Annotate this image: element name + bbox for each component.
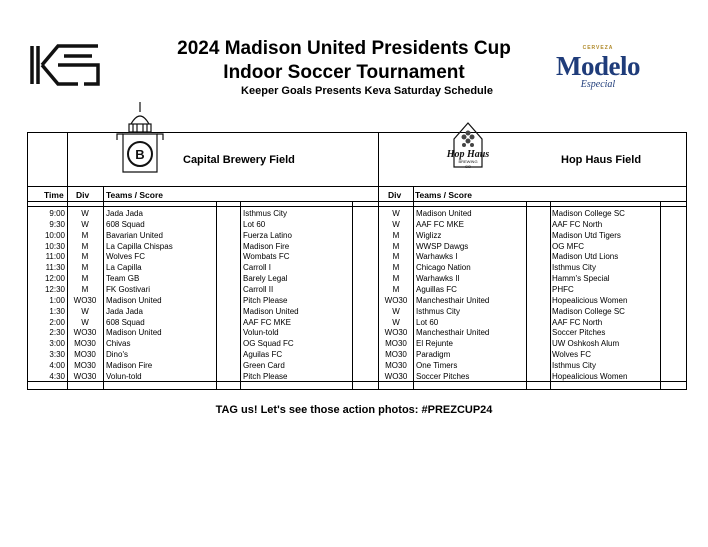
row-team-a-left: Dino's: [106, 350, 128, 360]
row-time: 9:00: [49, 209, 65, 218]
row-team-a-left: Wolves FC: [106, 252, 145, 262]
row-time: 9:30: [49, 219, 65, 229]
row-time: 12:00: [44, 274, 65, 284]
row-div-right: WO30: [384, 371, 408, 381]
row-team-b-right: Isthmus City: [552, 360, 597, 370]
hop-haus-icon: [438, 117, 498, 175]
row-div-left: MO30: [74, 339, 96, 349]
row-team-b-right: OG MFC: [552, 241, 584, 251]
row-div-left: WO30: [73, 295, 97, 305]
grid-line: [27, 201, 687, 202]
row-time: 3:30: [49, 350, 65, 360]
row-div-right: W: [392, 306, 400, 316]
row-team-a-right: Manchesthair United: [416, 328, 490, 338]
grid-line: [526, 201, 527, 389]
row-team-b-left: Carroll I: [243, 263, 272, 273]
subtitle: Keeper Goals Presents Keva Saturday Schedule: [241, 85, 493, 97]
col-header-teams: Teams / Score: [106, 190, 164, 200]
row-team-a-left: FK Gostivari: [106, 284, 151, 294]
row-time: 11:30: [45, 263, 65, 273]
row-team-a-right: Wiglizz: [416, 230, 442, 240]
capitol-icon: [115, 100, 165, 180]
row-div-left: MO30: [74, 360, 96, 370]
row-team-b-left: Green Card: [243, 360, 285, 370]
row-team-b-right: Madison College SC: [552, 306, 625, 316]
row-div-left: M: [81, 263, 89, 273]
row-time: 2:00: [49, 317, 65, 327]
row-team-a-left: 608 Squad: [106, 317, 145, 327]
row-team-a-right: Lot 60: [416, 317, 439, 327]
row-div-right: MO30: [385, 339, 407, 349]
row-time: 1:00: [49, 295, 65, 305]
row-team-b-right: Isthmus City: [552, 263, 597, 273]
row-team-a-right: Soccer Pitches: [416, 371, 470, 381]
row-div-right: W: [392, 219, 400, 229]
row-team-b-right: Madison Utd Tigers: [552, 230, 621, 240]
row-team-b-right: Madison Utd Lions: [552, 252, 619, 262]
row-team-a-right: WWSP Dawgs: [416, 241, 469, 251]
row-team-a-left: 608 Squad: [106, 219, 145, 229]
row-team-a-right: Paradigm: [416, 350, 451, 360]
row-div-right: M: [392, 263, 400, 273]
grid-line: [550, 201, 551, 389]
row-team-b-right: PHFC: [552, 284, 574, 294]
row-team-a-left: Madison United: [106, 295, 162, 305]
row-team-b-left: Volun-told: [243, 328, 279, 338]
row-team-a-right: Manchesthair United: [416, 295, 490, 305]
row-div-left: M: [81, 230, 89, 240]
grid-line: [27, 186, 687, 187]
grid-line: [27, 206, 687, 207]
title-line-1: 2024 Madison United Presidents Cup: [177, 38, 511, 59]
row-div-right: WO30: [384, 328, 408, 338]
row-team-a-left: Volun-told: [106, 371, 142, 381]
row-team-a-left: Madison Fire: [106, 360, 153, 370]
row-time: 4:30: [49, 371, 65, 381]
row-team-b-right: Hopealicious Women: [552, 295, 628, 305]
row-div-right: MO30: [385, 350, 407, 360]
row-team-b-right: Madison College SC: [552, 209, 625, 218]
row-team-a-left: La Capilla: [106, 263, 142, 273]
row-team-b-left: Fuerza Latino: [243, 230, 292, 240]
grid-line: [240, 201, 241, 389]
modelo-top-text: CERVEZA: [582, 45, 614, 51]
row-team-b-left: Madison United: [243, 306, 299, 316]
grid-line: [27, 381, 687, 382]
kg-logo: [28, 42, 104, 88]
row-team-a-right: One Timers: [416, 360, 458, 370]
row-team-b-left: Pitch Please: [243, 295, 288, 305]
row-div-right: M: [392, 241, 400, 251]
row-team-a-right: Warhawks II: [416, 274, 460, 284]
row-team-b-left: Pitch Please: [243, 371, 288, 381]
hop-haus-logo-brewing: BREWING: [458, 159, 478, 164]
row-team-a-right: AAF FC MKE: [416, 219, 465, 229]
row-team-b-right: UW Oshkosh Alum: [552, 339, 620, 349]
row-team-a-right: Isthmus City: [416, 306, 461, 316]
row-team-b-right: AAF FC North: [552, 219, 603, 229]
row-team-a-left: Chivas: [106, 339, 131, 349]
grid-line: [378, 132, 379, 389]
row-team-b-right: Wolves FC: [552, 350, 591, 360]
row-team-a-right: El Rejunte: [416, 339, 453, 349]
field-name-left: Capital Brewery Field: [183, 154, 295, 166]
col-header-div: Div: [76, 190, 90, 200]
grid-line: [413, 186, 414, 389]
modelo-word: Modelo: [556, 51, 640, 81]
row-div-left: W: [81, 317, 89, 327]
col-header-time: Time: [44, 190, 64, 200]
row-team-a-right: Aguillas FC: [416, 284, 457, 294]
hop-haus-logo-name: Hop Haus: [446, 149, 490, 160]
row-time: 1:30: [49, 306, 65, 316]
row-time: 4:00: [49, 360, 65, 370]
row-div-left: MO30: [74, 350, 96, 360]
modelo-logo: [536, 45, 660, 95]
row-team-b-left: Carroll II: [243, 284, 274, 294]
row-div-left: M: [81, 241, 89, 251]
row-time: 10:30: [44, 241, 65, 251]
row-team-a-right: Warhawks I: [416, 252, 458, 262]
row-team-b-left: Lot 60: [243, 219, 266, 229]
row-time: 2:30: [49, 328, 65, 338]
col-header-div-2: Div: [388, 190, 402, 200]
row-time: 12:30: [44, 284, 65, 294]
row-team-a-right: Chicago Nation: [416, 263, 471, 273]
hop-haus-logo-co: CO: [465, 164, 471, 169]
row-team-b-left: Madison Fire: [243, 241, 290, 251]
row-div-right: W: [392, 209, 400, 218]
row-time: 11:00: [45, 252, 65, 262]
row-team-b-right: AAF FC North: [552, 317, 603, 327]
row-div-left: M: [81, 252, 89, 262]
row-div-right: M: [392, 252, 400, 262]
row-div-right: M: [392, 284, 400, 294]
row-team-b-right: Soccer Pitches: [552, 328, 606, 338]
row-team-b-left: Aguilas FC: [243, 350, 283, 360]
row-div-left: W: [81, 306, 89, 316]
row-team-b-left: Wombats FC: [243, 252, 290, 262]
row-div-left: WO30: [73, 328, 97, 338]
row-div-right: WO30: [384, 295, 408, 305]
row-team-b-right: Hamm's Special: [552, 274, 610, 284]
row-team-a-left: Jada Jada: [106, 306, 143, 316]
row-team-b-left: AAF FC MKE: [243, 317, 292, 327]
row-div-right: W: [392, 317, 400, 327]
row-team-a-left: La Capilla Chispas: [106, 241, 173, 251]
row-div-right: M: [392, 230, 400, 240]
row-team-b-left: Isthmus City: [243, 209, 288, 218]
row-team-a-left: Madison United: [106, 328, 162, 338]
grid-line: [352, 201, 353, 389]
field-name-right: Hop Haus Field: [561, 154, 642, 166]
grid-line: [660, 201, 661, 389]
row-time: 3:00: [49, 339, 65, 349]
row-team-b-left: Barely Legal: [243, 274, 288, 284]
row-div-left: W: [81, 219, 89, 229]
row-team-a-right: Madison United: [416, 209, 472, 218]
row-div-right: M: [392, 274, 400, 284]
svg-text:B: B: [135, 147, 145, 162]
row-div-left: W: [81, 209, 89, 218]
grid-line: [216, 201, 217, 389]
col-header-teams-2: Teams / Score: [415, 190, 473, 200]
row-div-right: MO30: [385, 360, 407, 370]
row-team-a-left: Team GB: [106, 274, 140, 284]
grid-line: [103, 186, 104, 389]
row-team-a-left: Bavarian United: [106, 230, 163, 240]
row-div-left: M: [81, 284, 89, 294]
footer-tag-line: TAG us! Let's see those action photos: #PREZCUP24: [215, 404, 493, 416]
modelo-especial: Especial: [580, 79, 616, 90]
row-time: 10:00: [44, 230, 65, 240]
row-team-b-right: Hopealicious Women: [552, 371, 628, 381]
row-team-b-left: OG Squad FC: [243, 339, 294, 349]
row-div-left: WO30: [73, 371, 97, 381]
row-team-a-left: Jada Jada: [106, 209, 143, 218]
row-div-left: M: [81, 274, 89, 284]
title-line-2: Indoor Soccer Tournament: [223, 62, 465, 83]
